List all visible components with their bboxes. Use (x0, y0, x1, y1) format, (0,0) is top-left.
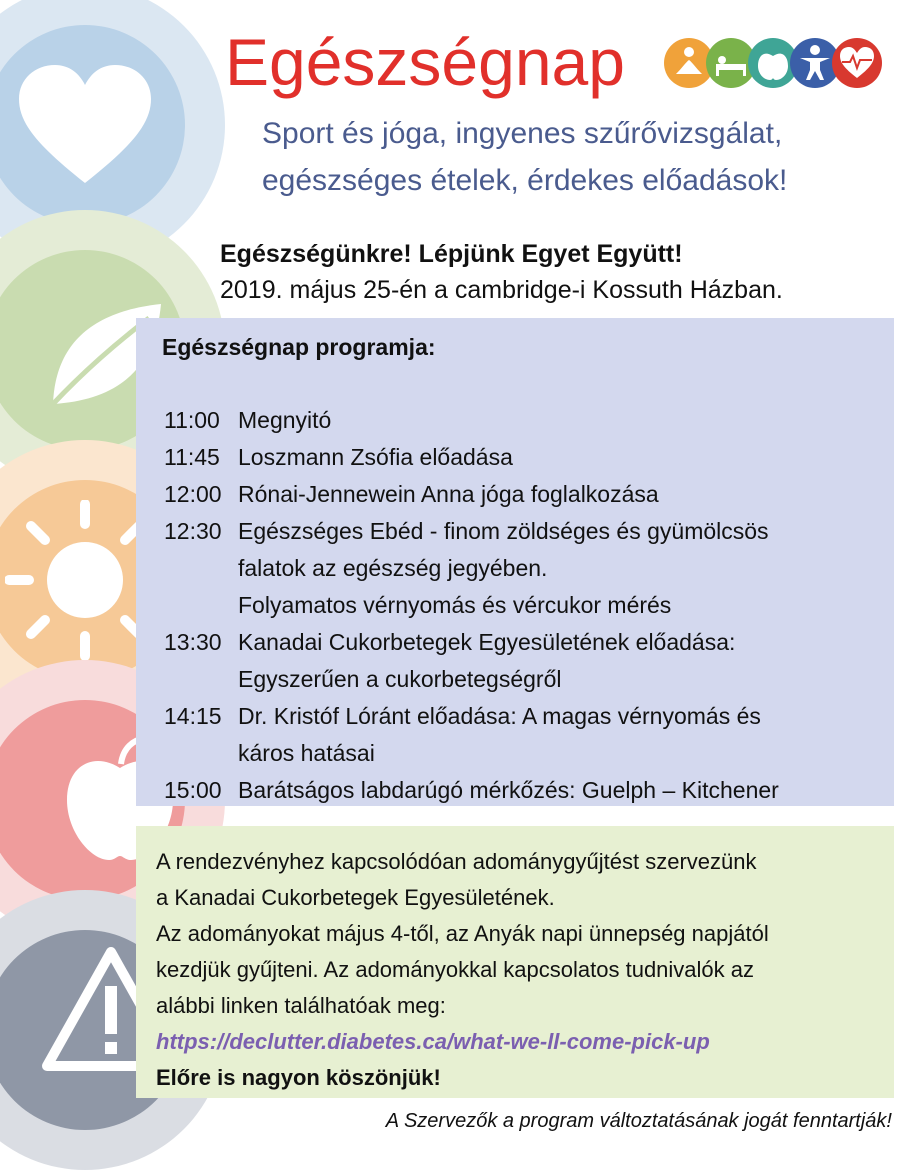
subtitle-line: egészséges ételek, érdekes előadások! (262, 164, 788, 197)
program-time: 11:00 (164, 407, 220, 433)
heartbeat-icon (832, 38, 882, 88)
program-item (164, 698, 779, 772)
donation-line: alábbi linken találhatóak meg: (156, 993, 446, 1018)
program-text: Rónai-Jennewein Anna jóga foglalkozása (238, 481, 659, 507)
program-time: 11:45 (164, 444, 220, 470)
program-time: 15:00 (164, 777, 222, 803)
donation-box (136, 826, 894, 1098)
program-item (164, 476, 779, 513)
program-text: Loszmann Zsófia előadása (238, 444, 513, 470)
program-box (136, 318, 894, 806)
event-date-location: 2019. május 25-én a cambridge-i Kossuth Házban. (220, 276, 783, 304)
footer-note: A Szervezők a program változtatásának jogát fenntartják! (385, 1110, 892, 1132)
page-title: Egészségnap (225, 25, 625, 99)
program-time: 12:30 (164, 518, 222, 544)
donation-line: A rendezvényhez kapcsolódóan adománygyűjtést szervezünk (156, 849, 757, 874)
program-text: Barátságos labdarúgó mérkőzés: Guelph – Kitchener (238, 777, 779, 803)
program-text: Kanadai Cukorbetegek Egyesületének előadása: (238, 629, 736, 655)
donation-thanks: Előre is nagyon köszönjük! (156, 1065, 441, 1090)
donation-line: a Kanadai Cukorbetegek Egyesületének. (156, 885, 555, 910)
subtitle-line: Sport és jóga, ingyenes szűrővizsgálat, (262, 117, 783, 150)
program-item (164, 513, 779, 624)
tagline: Egészségünkre! Lépjünk Egyet Együtt! (220, 240, 683, 268)
program-text: Folyamatos vérnyomás és vércukor mérés (238, 592, 672, 618)
program-item (164, 772, 779, 809)
program-text: káros hatásai (238, 740, 375, 766)
program-item (164, 402, 779, 439)
program-text: Megnyitó (238, 407, 332, 433)
subtitle (262, 110, 902, 204)
donation-line: kezdjük gyűjteni. Az adományokkal kapcsolatos tudnivalók az (156, 957, 755, 982)
program-text: Egészséges Ebéd - finom zöldséges és gyümölcsös (238, 518, 769, 544)
program-time: 13:30 (164, 629, 222, 655)
program-list (164, 402, 779, 809)
donation-link[interactable]: https://declutter.diabetes.ca/what-we-ll-come-pick-up (156, 1029, 710, 1054)
program-item (164, 439, 779, 476)
program-time: 12:00 (164, 481, 222, 507)
program-heading: Egészségnap programja: (162, 334, 436, 360)
program-text: Dr. Kristóf Lóránt előadása: A magas vérnyomás és (238, 703, 761, 729)
program-time: 14:15 (164, 703, 222, 729)
program-text: Egyszerűen a cukorbetegségről (238, 666, 562, 692)
logo-icons (664, 38, 884, 88)
donation-line: Az adományokat május 4-től, az Anyák napi ünnepség napjától (156, 921, 769, 946)
program-item (164, 624, 779, 698)
heart-icon (17, 63, 153, 187)
program-text: falatok az egészség jegyében. (238, 555, 548, 581)
donation-text (156, 844, 886, 1096)
